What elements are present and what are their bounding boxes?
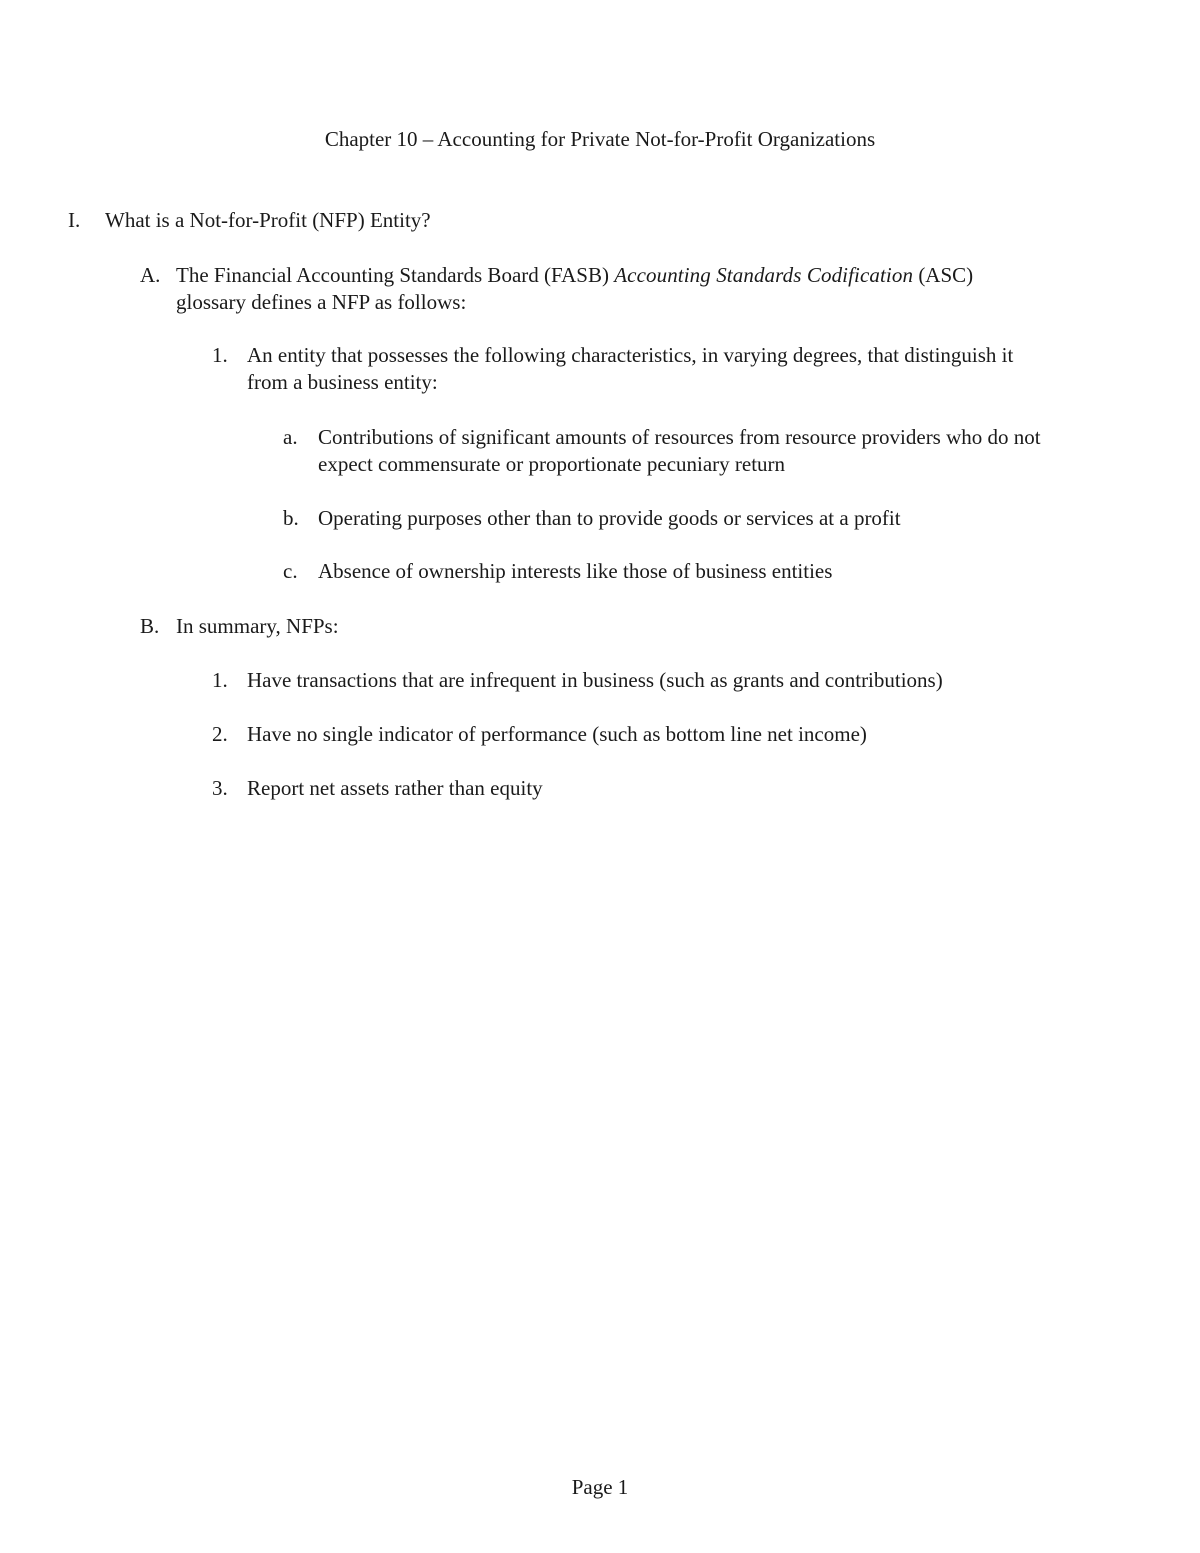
outline-text: Report net assets rather than equity xyxy=(247,776,543,800)
outline-text xyxy=(176,262,1096,316)
outline-marker: c. xyxy=(283,559,298,583)
outline-text xyxy=(318,424,1198,478)
outline-marker: 2. xyxy=(212,722,228,746)
text-segment: The Financial Accounting Standards Board (FASB) xyxy=(176,263,615,287)
page-number: Page 1 xyxy=(571,1475,629,1499)
outline-marker: a. xyxy=(283,425,298,449)
asc-italic-title: Accounting Standards Codification xyxy=(614,263,914,287)
outline-text: What is a Not-for-Profit (NFP) Entity? xyxy=(105,208,431,232)
outline-text-line: An entity that possesses the following characteristics, in varying degrees, that distinguish it xyxy=(247,343,1014,367)
outline-text-line: from a business entity: xyxy=(247,370,438,394)
outline-text-line: Contributions of significant amounts of resources from resource providers who do not xyxy=(318,425,1041,449)
outline-marker: 1. xyxy=(212,668,228,692)
outline-text: In summary, NFPs: xyxy=(176,614,339,638)
outline-text-line xyxy=(176,262,1096,289)
page-title: Chapter 10 – Accounting for Private Not-for-Profit Organizations xyxy=(324,127,876,151)
outline-text: Operating purposes other than to provide goods or services at a profit xyxy=(318,506,901,530)
outline-marker: 3. xyxy=(212,776,228,800)
outline-text: Have transactions that are infrequent in business (such as grants and contributions) xyxy=(247,668,943,692)
outline-text xyxy=(247,342,1167,396)
outline-marker: A. xyxy=(140,263,161,287)
outline-text: Absence of ownership interests like those of business entities xyxy=(318,559,833,583)
text-segment: (ASC) xyxy=(913,263,974,287)
outline-marker: B. xyxy=(140,614,160,638)
outline-marker: I. xyxy=(68,208,81,232)
outline-text: Have no single indicator of performance (such as bottom line net income) xyxy=(247,722,867,746)
outline-text-line: glossary defines a NFP as follows: xyxy=(176,290,467,314)
outline-marker: b. xyxy=(283,506,299,530)
outline-marker: 1. xyxy=(212,343,228,367)
outline-text-line: expect commensurate or proportionate pecuniary return xyxy=(318,452,786,476)
